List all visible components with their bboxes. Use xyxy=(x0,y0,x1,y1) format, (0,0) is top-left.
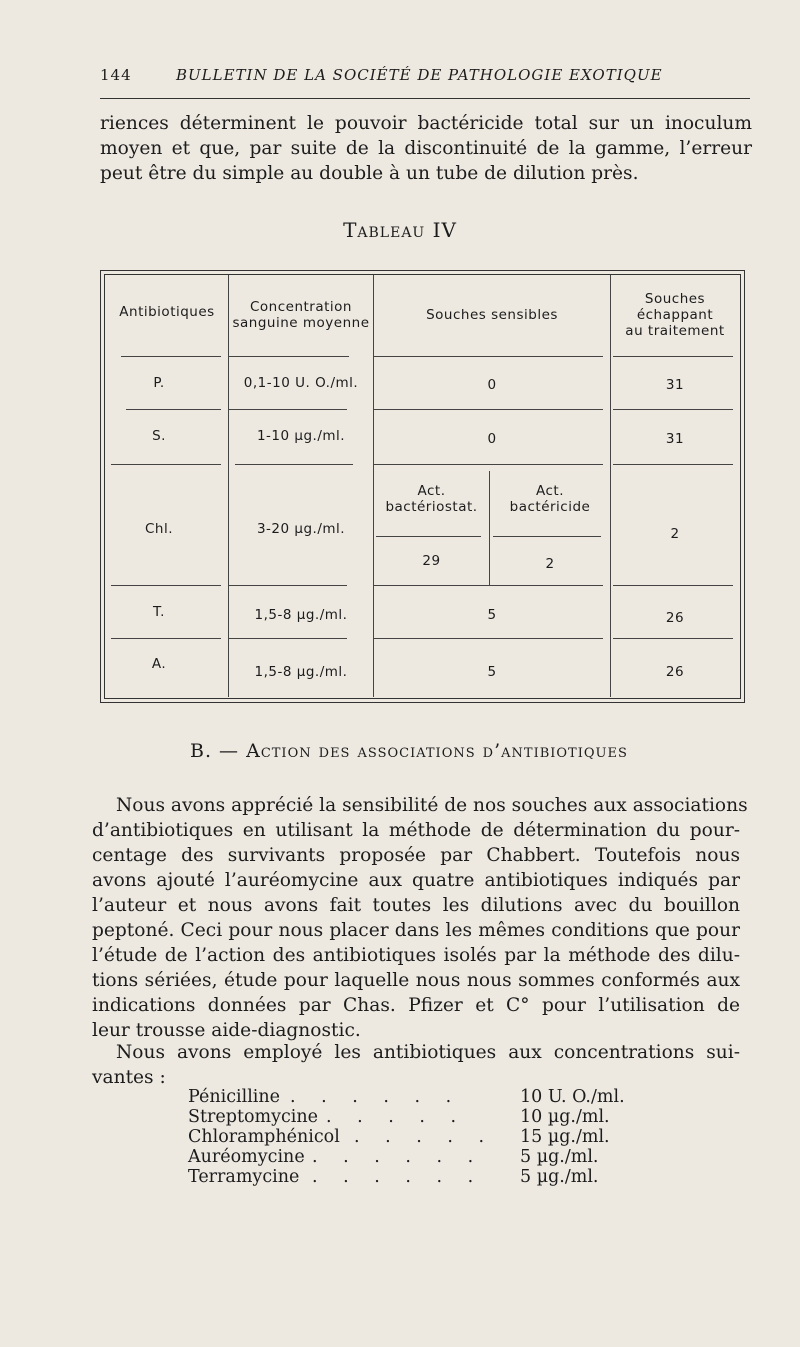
cell-antibiotic: T. xyxy=(153,604,165,620)
cell-escaping: 31 xyxy=(665,377,685,393)
journal-title: BULLETIN DE LA SOCIÉTÉ DE PATHOLOGIE EXOTIQUE xyxy=(176,66,663,84)
cell-antibiotic: A. xyxy=(151,656,167,672)
page-number: 144 xyxy=(100,66,132,84)
leader-dots: . . . . . . xyxy=(312,1167,484,1187)
text-line: l’auteur et nous avons fait toutes les dilutions avec du bouillon xyxy=(92,895,740,916)
text-line: vantes : xyxy=(92,1067,166,1088)
text-line: moyen et que, par suite de la discontinuité de la gamme, l’erreur xyxy=(100,138,752,159)
cell-concentration: 0,1-10 U. O./ml. xyxy=(243,375,359,391)
header-escaping xyxy=(611,291,739,339)
antibiotic-name: Streptomycine xyxy=(188,1107,319,1127)
table-title: Tableau IV xyxy=(343,218,457,242)
cell-escaping: 26 xyxy=(665,664,685,680)
header-bactericide-line: bactéricide xyxy=(509,499,591,515)
row-rule xyxy=(373,585,603,586)
text-line: l’étude de l’action des antibiotiques isolés par la méthode des dilu- xyxy=(92,945,740,966)
header-rule xyxy=(100,98,750,99)
leader-dots: . . . . . xyxy=(354,1127,495,1147)
row-rule xyxy=(613,638,733,639)
header-antibiotic: Antibiotiques xyxy=(119,304,215,320)
row-rule xyxy=(613,356,733,357)
row-rule xyxy=(613,409,733,410)
concentration-list xyxy=(188,1087,648,1187)
cell-bactericide: 2 xyxy=(545,556,555,572)
row-rule xyxy=(126,409,221,410)
cell-sensitive: 0 xyxy=(487,431,497,447)
row-rule xyxy=(373,464,603,465)
header-escaping-line: au traitement xyxy=(625,323,725,339)
row-rule xyxy=(229,638,347,639)
cell-antibiotic: S. xyxy=(152,428,166,444)
text-line: peut être du simple au double à un tube de dilution près. xyxy=(100,163,639,184)
text-line: leur trousse aide-diagnostic. xyxy=(92,1020,361,1041)
list-item xyxy=(188,1167,648,1187)
row-rule xyxy=(235,464,353,465)
header-concentration-line: Concentration xyxy=(249,299,352,315)
row-rule xyxy=(229,356,349,357)
antibiotic-concentration: 10 U. O./ml. xyxy=(520,1087,625,1107)
antibiotic-name: Chloramphénicol xyxy=(188,1127,340,1147)
antibiotic-concentration: 5 µg./ml. xyxy=(520,1147,599,1167)
leader-dots: . . . . . . xyxy=(290,1087,462,1107)
cell-concentration: 1-10 µg./ml. xyxy=(256,428,346,444)
row-rule xyxy=(373,409,603,410)
cell-concentration: 1,5-8 µg./ml. xyxy=(254,664,348,680)
concentration-paragraph xyxy=(92,1040,740,1090)
cell-concentration: 3-20 µg./ml. xyxy=(256,521,346,537)
text-line: centage des survivants proposée par Chabbert. Toutefois nous xyxy=(92,845,740,866)
text-line: riences déterminent le pouvoir bactéricide total sur un inoculum xyxy=(100,113,752,134)
text-line: tions sériées, étude pour laquelle nous nous sommes conformés aux xyxy=(92,970,740,991)
row-rule xyxy=(111,585,221,586)
list-item xyxy=(188,1107,648,1127)
cell-escaping: 2 xyxy=(670,526,680,542)
header-concentration-line: sanguine moyenne xyxy=(232,315,370,331)
list-item xyxy=(188,1087,648,1107)
cell-concentration: 1,5-8 µg./ml. xyxy=(254,607,348,623)
antibiotic-concentration: 5 µg./ml. xyxy=(520,1167,599,1187)
row-rule xyxy=(613,464,733,465)
header-bacteriostat-line: bactériostat. xyxy=(385,499,478,515)
antibiotic-name: Auréomycine xyxy=(188,1147,305,1167)
header-escaping-line: échappant xyxy=(636,307,714,323)
text-line: d’antibiotiques en utilisant la méthode de détermination du pour- xyxy=(92,820,740,841)
header-bacteriostat-line: Act. xyxy=(417,483,446,499)
text-line: avons ajouté l’auréomycine aux quatre antibiotiques indiqués par xyxy=(92,870,740,891)
cell-bacteriostat: 29 xyxy=(422,553,441,569)
header-bactericide xyxy=(490,483,610,515)
cell-sensitive: 0 xyxy=(487,377,497,393)
list-item xyxy=(188,1127,648,1147)
row-rule xyxy=(111,638,221,639)
column-divider xyxy=(228,275,229,697)
cell-antibiotic: Chl. xyxy=(144,521,174,537)
subrow-rule xyxy=(376,536,481,537)
row-rule xyxy=(111,464,221,465)
cell-sensitive: 5 xyxy=(487,664,497,680)
antibiotic-concentration: 15 µg./ml. xyxy=(520,1127,610,1147)
row-rule xyxy=(373,638,603,639)
cell-escaping: 31 xyxy=(665,431,685,447)
antibiotic-concentration: 10 µg./ml. xyxy=(520,1107,610,1127)
leader-dots: . . . . . . xyxy=(312,1147,484,1167)
header-concentration xyxy=(229,299,373,331)
row-rule xyxy=(229,409,347,410)
running-head xyxy=(100,66,750,90)
text-line: Nous avons apprécié la sensibilité de nos souches aux associations xyxy=(116,795,748,816)
header-escaping-line: Souches xyxy=(644,291,706,307)
row-rule xyxy=(121,356,221,357)
subrow-rule xyxy=(493,536,601,537)
header-bactericide-line: Act. xyxy=(535,483,564,499)
section-prefix: B. — xyxy=(190,740,247,762)
table-iv xyxy=(100,270,745,703)
cell-sensitive: 5 xyxy=(487,607,497,623)
row-rule xyxy=(229,585,347,586)
section-title: Action des associations d’antibiotiques xyxy=(246,740,628,762)
list-item xyxy=(188,1147,648,1167)
intro-paragraph xyxy=(100,111,752,186)
antibiotic-name: Terramycine xyxy=(188,1167,300,1187)
body-paragraph xyxy=(92,793,748,1043)
cell-antibiotic: P. xyxy=(153,375,165,391)
row-rule xyxy=(373,356,603,357)
text-line: indications données par Chas. Pfizer et C° pour l’utilisation de xyxy=(92,995,740,1016)
cell-escaping: 26 xyxy=(665,610,685,626)
row-rule xyxy=(613,585,733,586)
section-heading xyxy=(190,740,628,762)
header-sensitive: Souches sensibles xyxy=(426,307,558,323)
text-line: Nous avons employé les antibiotiques aux concentrations sui- xyxy=(116,1042,740,1063)
text-line: peptoné. Ceci pour nous placer dans les mêmes conditions que pour xyxy=(92,920,740,941)
header-bacteriostat xyxy=(374,483,489,515)
antibiotic-name: Pénicilline xyxy=(188,1087,281,1107)
leader-dots: . . . . . xyxy=(326,1107,467,1127)
